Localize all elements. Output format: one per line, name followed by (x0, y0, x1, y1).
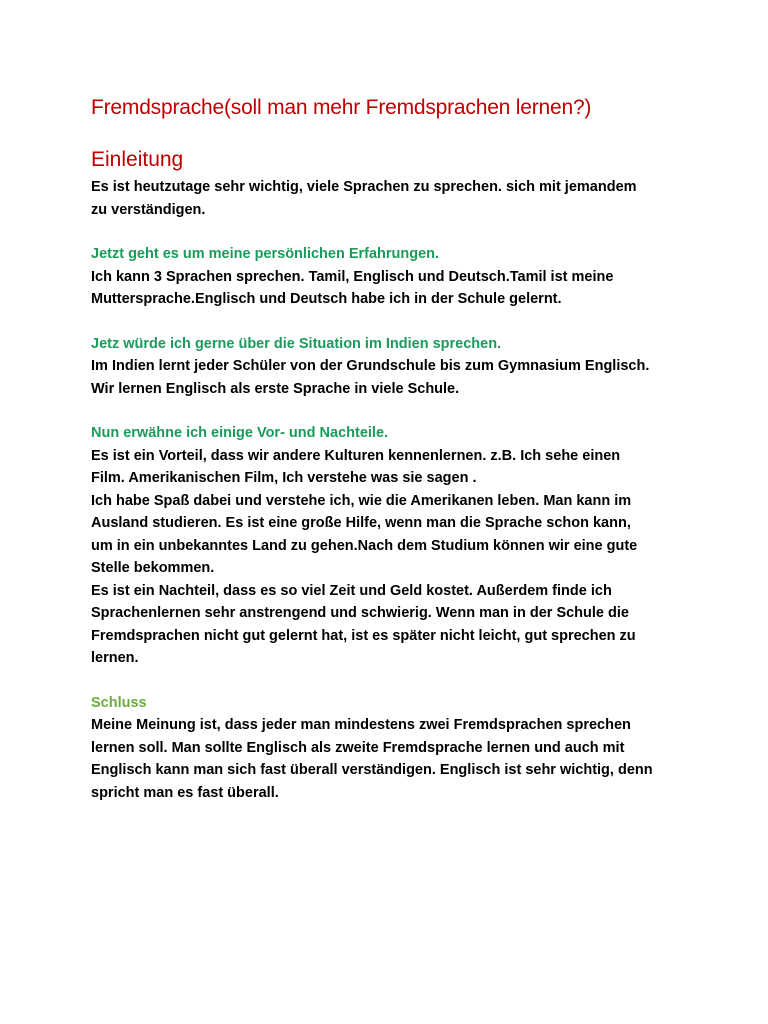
conclusion-heading: Schluss (91, 694, 147, 711)
pros-cons-line: Sprachenlernen sehr anstrengend und schwierig. Wenn man in der Schule die (91, 605, 629, 621)
pros-cons-line: Es ist ein Vorteil, dass wir andere Kulturen kennenlernen. z.B. Ich sehe einen (91, 447, 621, 464)
pros-cons-heading: Nun erwähne ich einige Vor- und Nachteile. (91, 425, 389, 441)
experience-line: Muttersprache.Englisch und Deutsch habe ich in der Schule gelernt. (91, 291, 562, 307)
pros-cons-line: Es ist ein Nachteil, dass es so viel Zeit und Geld kostet. Außerdem finde ich (91, 582, 612, 599)
conclusion-line: lernen soll. Man sollte Englisch als zweite Fremdsprache lernen und auch mit (91, 739, 625, 756)
document-title: Fremdsprache(soll man mehr Fremdsprachen lernen?) (91, 96, 592, 119)
experience-line: Ich kann 3 Sprachen sprechen. Tamil, Englisch und Deutsch.Tamil ist meine (91, 268, 614, 285)
pros-cons-line: Stelle bekommen. (91, 560, 215, 576)
pros-cons-line: Fremdsprachen nicht gut gelernt hat, ist es später nicht leicht, gut sprechen zu (91, 627, 636, 644)
india-line: Wir lernen Englisch als erste Sprache in viele Schule. (91, 380, 460, 397)
experience-heading: Jetzt geht es um meine persönlichen Erfahrungen. (91, 246, 440, 262)
pros-cons-line: um in ein unbekanntes Land zu gehen.Nach dem Studium können wir eine gute (91, 537, 638, 554)
conclusion-line: Meine Meinung ist, dass jeder man mindestens zwei Fremdsprachen sprechen (91, 717, 631, 733)
conclusion-line: Englisch kann man sich fast überall verständigen. Englisch ist sehr wichtig, denn (91, 762, 653, 778)
intro-heading: Einleitung (91, 148, 184, 171)
pros-cons-line: Film. Amerikanischen Film, Ich verstehe was sie sagen . (91, 470, 477, 486)
india-line: Im Indien lernt jeder Schüler von der Grundschule bis zum Gymnasium Englisch. (91, 358, 650, 374)
conclusion-line: spricht man es fast überall. (91, 784, 279, 801)
intro-line: Es ist heutzutage sehr wichtig, viele Sprachen zu sprechen. sich mit jemandem (91, 179, 637, 195)
document-content (91, 94, 691, 804)
intro-line: zu verständigen. (91, 201, 206, 218)
india-heading: Jetz würde ich gerne über die Situation im Indien sprechen. (91, 335, 502, 352)
pros-cons-line: Ausland studieren. Es ist eine große Hilfe, wenn man die Sprache schon kann, (91, 515, 631, 531)
pros-cons-line: Ich habe Spaß dabei und verstehe ich, wie die Amerikanen leben. Man kann im (91, 492, 632, 509)
pros-cons-line: lernen. (91, 650, 139, 666)
